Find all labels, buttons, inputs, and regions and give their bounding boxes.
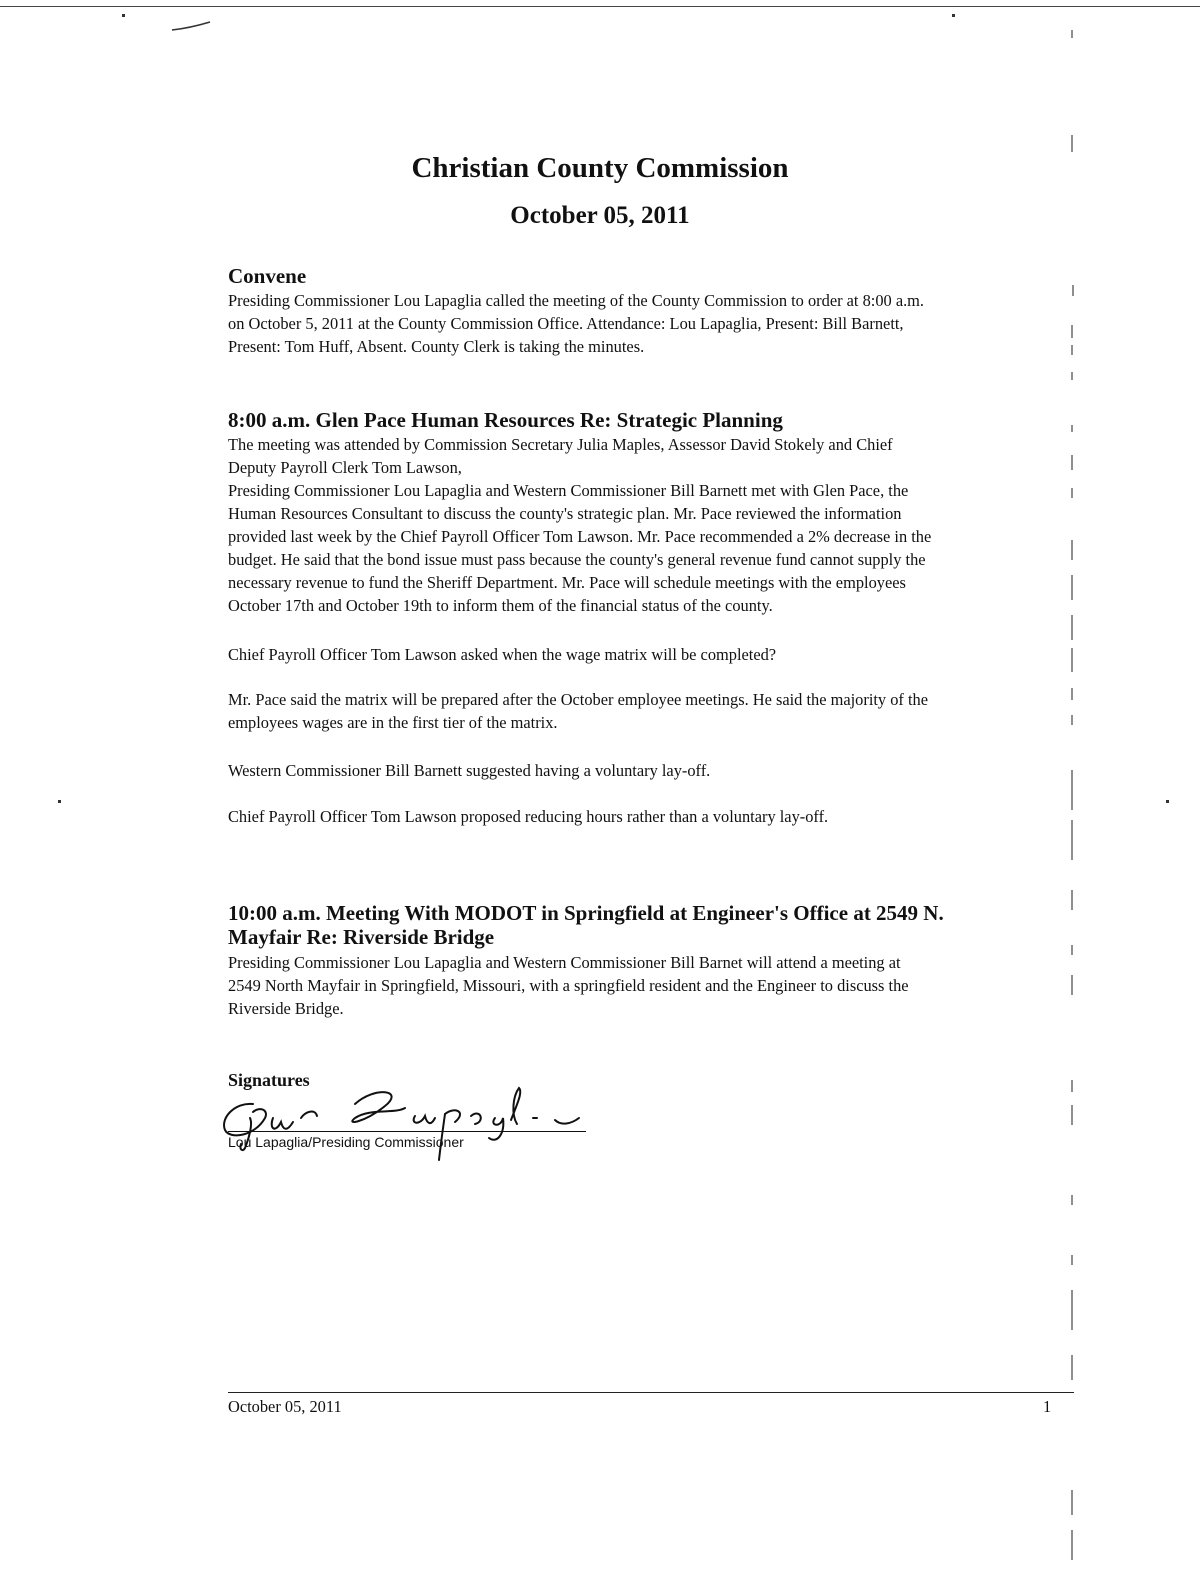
text-line: Presiding Commissioner Lou Lapaglia and Western Commissioner Bill Barnett met with Glen Pace, the <box>228 481 909 500</box>
footer-rule <box>228 1392 1074 1393</box>
scan-pen-stroke <box>170 14 220 34</box>
scan-speck <box>1166 800 1169 803</box>
planning-heading: 8:00 a.m. Glen Pace Human Resources Re: Strategic Planning <box>228 408 783 432</box>
heading-line: 10:00 a.m. Meeting With MODOT in Springfield at Engineer's Office at 2549 N. <box>228 901 944 925</box>
convene-heading: Convene <box>228 264 307 288</box>
text-line: Present: Tom Huff, Absent. County Clerk is taking the minutes. <box>228 337 645 356</box>
text-line: Deputy Payroll Clerk Tom Lawson, <box>228 458 462 477</box>
planning-paragraph <box>228 433 1078 617</box>
matrix-answer-paragraph <box>228 688 1078 734</box>
text-line: budget. He said that the bond issue must pass because the county's general revenue fund cannot supply the <box>228 550 926 569</box>
handwritten-signature <box>205 1078 605 1178</box>
scan-top-edge <box>0 6 1200 7</box>
scan-speck <box>122 14 125 17</box>
layoff-suggestion: Western Commissioner Bill Barnett suggested having a voluntary lay-off. <box>228 761 711 780</box>
heading-line: Mayfair Re: Riverside Bridge <box>228 925 495 949</box>
text-line: Presiding Commissioner Lou Lapaglia called the meeting of the County Commission to order at 8:00 a.m. <box>228 291 925 310</box>
text-line: Riverside Bridge. <box>228 999 344 1018</box>
text-line: employees wages are in the first tier of the matrix. <box>228 713 558 732</box>
modot-heading <box>228 901 1068 949</box>
text-line: Presiding Commissioner Lou Lapaglia and Western Commissioner Bill Barnet will attend a meeting at <box>228 953 901 972</box>
text-line: provided last week by the Chief Payroll Officer Tom Lawson. Mr. Pace recommended a 2% decrease in the <box>228 527 932 546</box>
convene-paragraph <box>228 289 1078 358</box>
signatures-label: Signatures <box>228 1070 310 1090</box>
footer-date: October 05, 2011 <box>228 1397 342 1416</box>
text-line: October 17th and October 19th to inform them of the financial status of the county. <box>228 596 773 615</box>
text-line: The meeting was attended by Commission Secretary Julia Maples, Assessor David Stokely and Chief <box>228 435 893 454</box>
text-line: necessary revenue to fund the Sheriff Department. Mr. Pace will schedule meetings with the employees <box>228 573 906 592</box>
signature-line <box>228 1131 586 1132</box>
reduce-hours-proposal: Chief Payroll Officer Tom Lawson proposed reducing hours rather than a voluntary lay-off. <box>228 807 829 826</box>
text-line: 2549 North Mayfair in Springfield, Missouri, with a springfield resident and the Engineer to discuss the <box>228 976 909 995</box>
document-date: October 05, 2011 <box>510 202 690 229</box>
text-line: Mr. Pace said the matrix will be prepared after the October employee meetings. He said the majority of the <box>228 690 929 709</box>
modot-paragraph <box>228 951 1078 1020</box>
signer-caption: Lou Lapaglia/Presiding Commissioner <box>228 1134 464 1150</box>
document-title: Christian County Commission <box>411 152 789 184</box>
text-line: on October 5, 2011 at the County Commission Office. Attendance: Lou Lapaglia, Present: Bill Barnett, <box>228 314 904 333</box>
scan-speck <box>58 800 61 803</box>
scan-edge-artifacts <box>1066 0 1080 1576</box>
wage-matrix-question: Chief Payroll Officer Tom Lawson asked when the wage matrix will be completed? <box>228 645 777 664</box>
scan-speck <box>952 14 955 17</box>
text-line: Human Resources Consultant to discuss the county's strategic plan. Mr. Pace reviewed the information <box>228 504 902 523</box>
page-number: 1 <box>1043 1397 1052 1416</box>
